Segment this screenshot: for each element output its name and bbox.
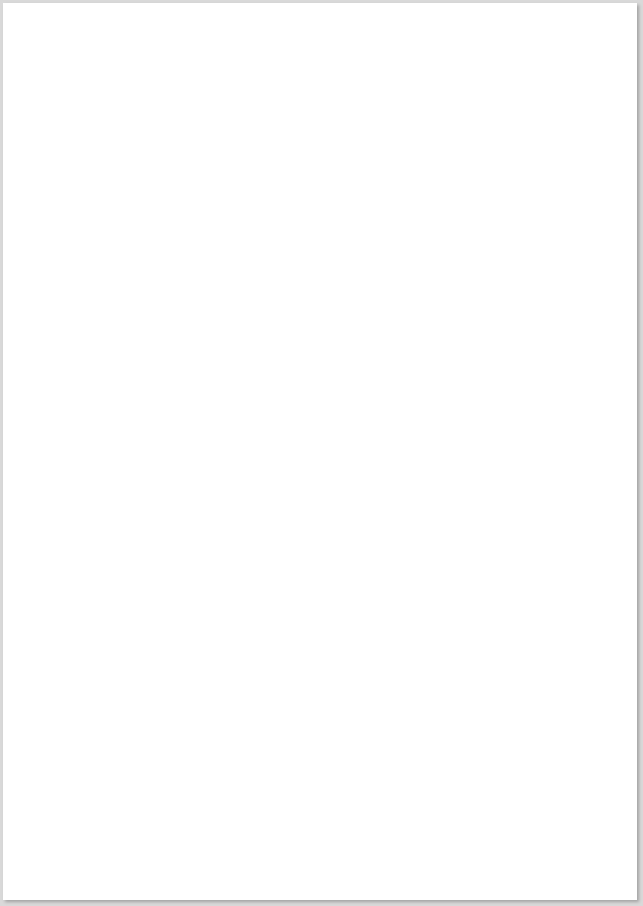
spec-sheet xyxy=(3,3,637,900)
specification-drawing xyxy=(3,3,637,900)
